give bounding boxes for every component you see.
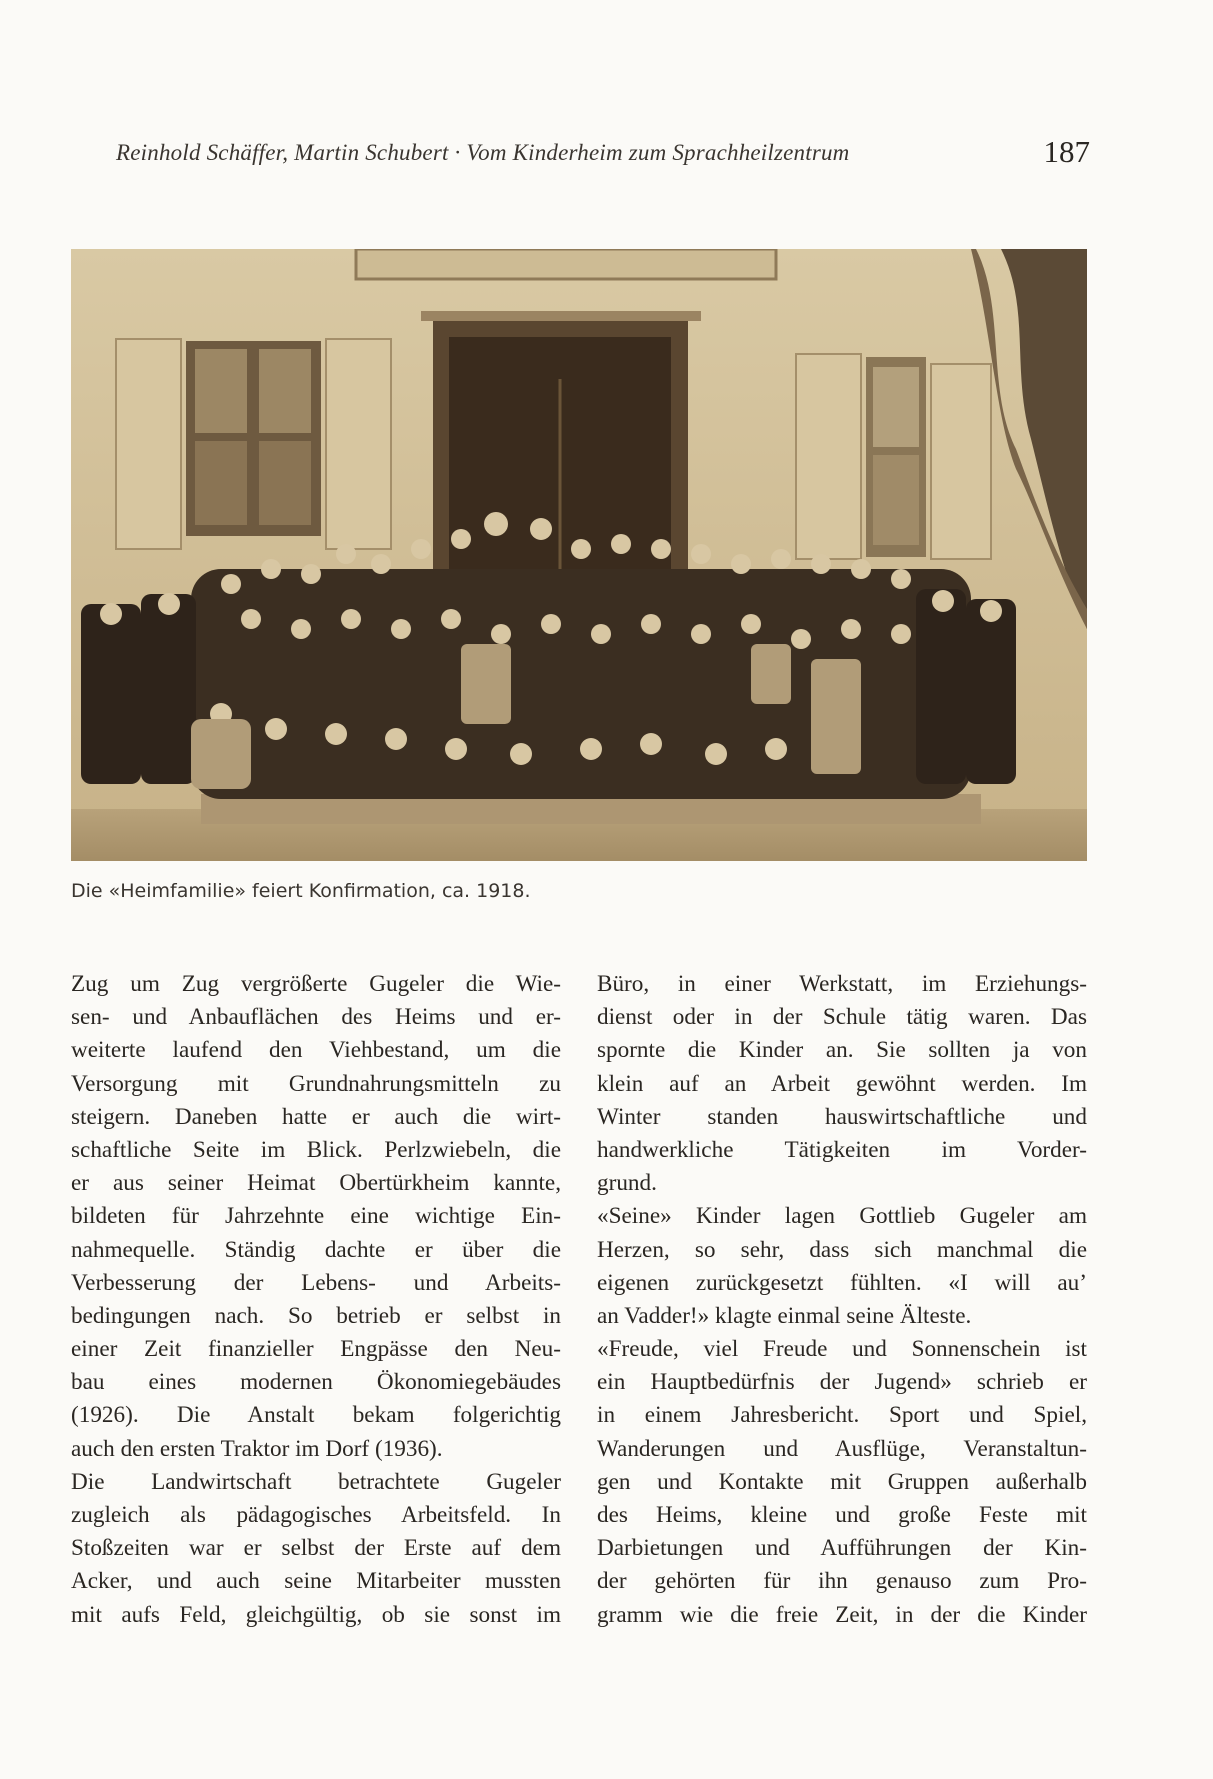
group-photo-drawing [71, 249, 1087, 861]
running-head [116, 134, 1096, 174]
text-line: grund. [597, 1170, 657, 1197]
text-line: steigern. Daneben hatte er auch die wirt- [71, 1103, 561, 1130]
text-line: der gehörten für ihn genauso zum Pro- [597, 1568, 1087, 1595]
text-line: klein auf an Arbeit gewöhnt werden. Im [597, 1070, 1087, 1097]
text-line: Die Landwirtschaft betrachtete Gugeler [71, 1468, 561, 1495]
text-line: sen- und Anbauflächen des Heims und er- [71, 1004, 561, 1031]
text-line: bau eines modernen Ökonomiegebäudes [71, 1369, 561, 1396]
group-photo [71, 249, 1087, 861]
right-text-column [597, 968, 1087, 1632]
text-line: bedingungen nach. So betrieb er selbst in [71, 1302, 561, 1329]
page-number: 187 [1043, 134, 1090, 169]
text-line: zugleich als pädagogisches Arbeitsfeld. In [71, 1502, 561, 1528]
text-line: Versorgung mit Grundnahrungsmitteln zu [71, 1070, 561, 1097]
text-line: handwerkliche Tätigkeiten im Vorder- [597, 1136, 1087, 1163]
text-line: Winter standen hauswirtschaftliche und [597, 1103, 1087, 1130]
text-line: Zug um Zug vergrößerte Gugeler die Wie- [71, 971, 561, 997]
text-line: auch den ersten Traktor im Dorf (1936). [71, 1435, 443, 1462]
text-line: «Freude, viel Freude und Sonnenschein ist [597, 1336, 1087, 1363]
figure-caption: Die «Heimfamilie» feiert Konfirmation, ca. 1918. [71, 880, 531, 902]
text-line: weiterte laufend den Viehbestand, um die [71, 1037, 561, 1064]
text-line: gen und Kontakte mit Gruppen außerhalb [597, 1468, 1087, 1495]
text-line: Herzen, so sehr, dass sich manchmal die [597, 1236, 1087, 1263]
text-line: er aus seiner Heimat Obertürkheim kannte, [71, 1170, 561, 1197]
text-line: ein Hauptbedürfnis der Jugend» schrieb er [597, 1369, 1087, 1396]
text-line: Büro, in einer Werkstatt, im Erziehungs- [597, 971, 1087, 997]
text-line: Darbietungen und Aufführungen der Kin- [597, 1535, 1087, 1562]
text-line: des Heims, kleine und große Feste mit [597, 1502, 1087, 1528]
text-line: eigenen zurückgesetzt fühlten. «I will au’ [597, 1269, 1087, 1296]
text-line: Stoßzeiten war er selbst der Erste auf dem [71, 1535, 561, 1562]
text-line: in einem Jahresbericht. Sport und Spiel, [597, 1402, 1087, 1429]
running-head-title: Reinhold Schäffer, Martin Schubert · Vom Kinderheim zum Sprachheilzentrum [116, 140, 850, 165]
text-line: schaftliche Seite im Blick. Perlzwiebeln, die [71, 1136, 561, 1163]
left-text-column [71, 968, 561, 1632]
text-line: mit aufs Feld, gleichgültig, ob sie sonst im [71, 1601, 561, 1628]
text-line: Wanderungen und Ausflüge, Veranstaltun- [597, 1435, 1087, 1462]
text-line: Verbesserung der Lebens- und Arbeits- [71, 1269, 561, 1296]
text-line: Acker, und auch seine Mitarbeiter mussten [71, 1568, 561, 1595]
text-line: «Seine» Kinder lagen Gottlieb Gugeler am [597, 1203, 1087, 1230]
text-line: spornte die Kinder an. Sie sollten ja von [597, 1037, 1087, 1064]
text-line: (1926). Die Anstalt bekam folgerichtig [71, 1402, 561, 1429]
text-line: einer Zeit finanzieller Engpässe den Neu- [71, 1336, 561, 1363]
text-line: gramm wie die freie Zeit, in der die Kinder [597, 1601, 1087, 1628]
text-line: nahmequelle. Ständig dachte er über die [71, 1236, 561, 1263]
text-line: an Vadder!» klagte einmal seine Älteste. [597, 1302, 972, 1329]
text-line: bildeten für Jahrzehnte eine wichtige Ein- [71, 1203, 561, 1230]
text-line: dienst oder in der Schule tätig waren. Das [597, 1004, 1087, 1031]
